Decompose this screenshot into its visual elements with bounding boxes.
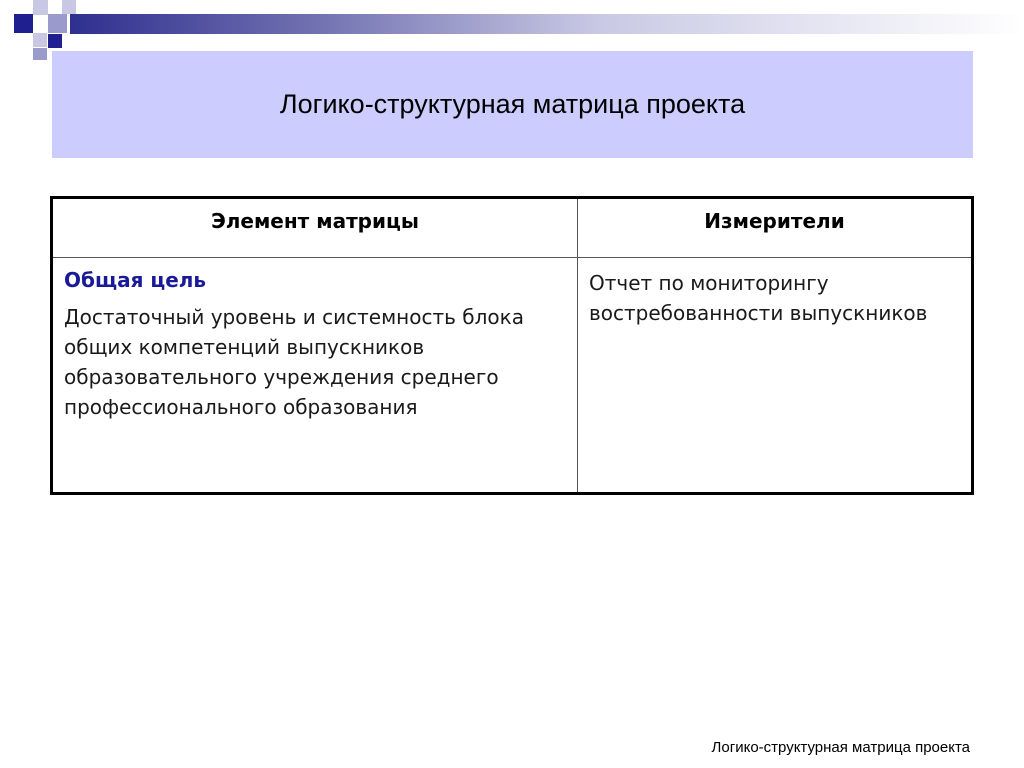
slide-title: Логико-структурная матрица проекта — [279, 89, 746, 119]
logframe-table — [50, 196, 974, 495]
deco-gradient-bar — [70, 14, 1024, 34]
table-row — [52, 258, 973, 494]
slide-footer: Логико-структурная матрица проекта — [711, 739, 970, 756]
deco-square-mid-2 — [33, 48, 47, 60]
title-box — [52, 51, 973, 158]
header-element: Элемент матрицы — [52, 198, 578, 258]
cell-measures — [578, 258, 973, 494]
deco-square-dark-1 — [14, 14, 33, 33]
deco-square-light-2 — [62, 0, 76, 14]
header-measures: Измерители — [578, 198, 973, 258]
goal-heading: Общая цель — [64, 268, 207, 292]
deco-square-mid-1 — [48, 14, 67, 33]
goal-text: Достаточный уровень и системность блока общих компетенций выпускников образовательного учреждения среднего профессионального образования — [64, 305, 524, 419]
deco-square-light-3 — [33, 33, 47, 47]
measure-text: Отчет по мониторингу востребованности выпускников — [589, 271, 928, 325]
deco-square-dark-2 — [48, 34, 62, 48]
deco-square-light-1 — [33, 0, 48, 15]
cell-goal — [52, 258, 578, 494]
table-header-row — [52, 198, 973, 258]
